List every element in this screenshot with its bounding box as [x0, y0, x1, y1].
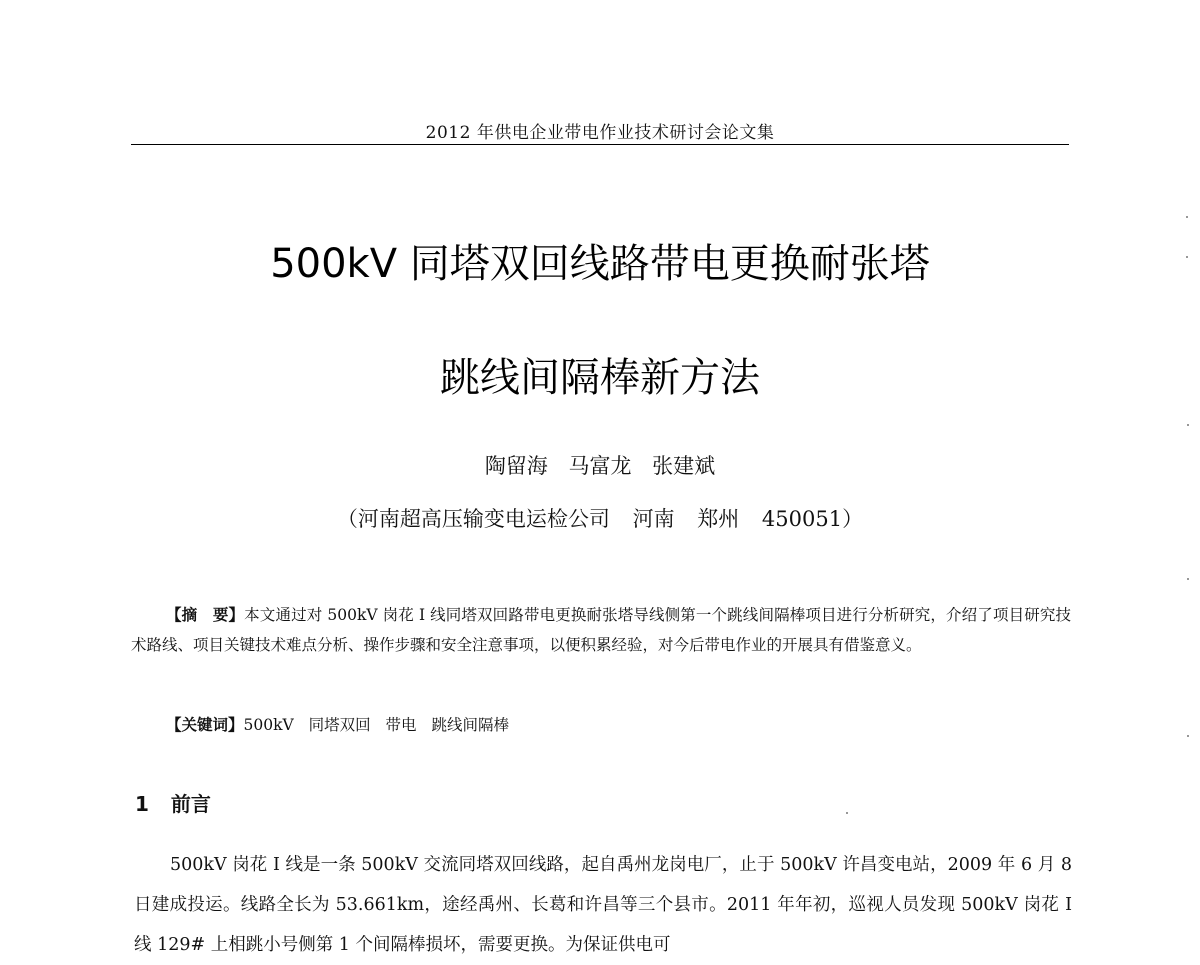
scan-speck: [1186, 256, 1188, 258]
section-1-number: 1: [135, 792, 149, 816]
abstract-text: 本文通过对 500kV 岗花 I 线同塔双回路带电更换耐张塔导线侧第一个跳线间隔棒项目进行分析研究，介绍了项目研究技术路线、项目关键技术难点分析、操作步骤和安全注意事项，以便积累经验，对今后带电作业的开展具有借鉴意义。: [131, 606, 1071, 654]
section-1-heading: [135, 788, 211, 817]
keywords: [166, 713, 509, 735]
scan-speck: [1187, 424, 1189, 426]
running-head: 2012 年供电企业带电作业技术研讨会论文集: [425, 123, 775, 143]
section-1-paragraph: 500kV 岗花 I 线是一条 500kV 交流同塔双回线路，起自禹州龙岗电厂，止于 500kV 许昌变电站，2009 年 6 月 8 日建成投运。线路全长为 53.661km，途经禹州、长葛和许昌等三个县市。2011 年年初，巡视人员发现 500kV 岗花 I 线 129# 上相跳小号侧第 1 个间隔棒损坏，需要更换。为保证供电可: [134, 855, 1072, 955]
scan-speck: [1186, 216, 1188, 218]
abstract: [131, 600, 1071, 660]
scan-speck: [1187, 578, 1189, 580]
keywords-text: 500kV 同塔双回 带电 跳线间隔棒: [243, 716, 509, 734]
scan-speck: [1187, 735, 1189, 737]
paper-title-line-1: 500kV 同塔双回线路带电更换耐张塔: [270, 241, 930, 287]
affiliation: （河南超高压输变电运检公司 河南 郑州 450051）: [336, 507, 864, 531]
section-1-title: 前言: [170, 792, 211, 816]
keywords-label: 【关键词】: [166, 716, 244, 734]
authors: 陶留海 马富龙 张建斌: [484, 454, 716, 478]
scan-speck: [846, 812, 848, 814]
header-rule: [131, 144, 1069, 145]
paper-title-line-2: 跳线间隔棒新方法: [440, 355, 760, 401]
abstract-label: 【摘 要】: [166, 606, 245, 624]
